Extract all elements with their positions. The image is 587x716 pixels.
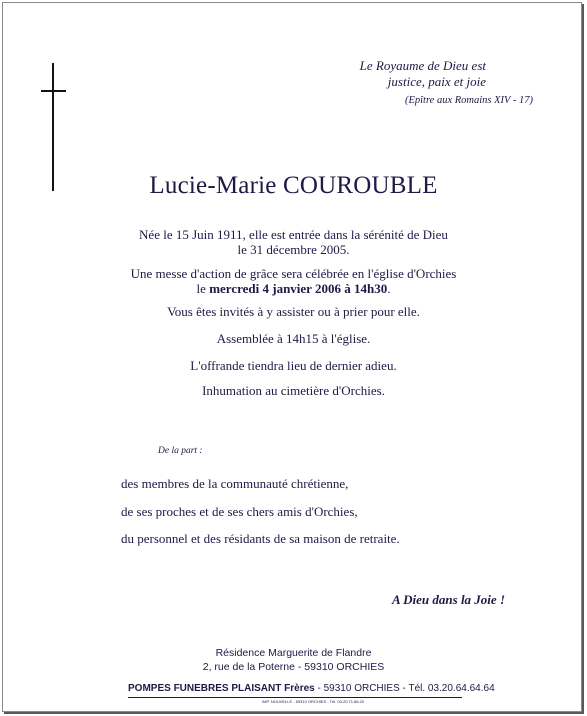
from-item: du personnel et des résidants de sa maison de retraite. bbox=[121, 531, 400, 546]
quote-reference: (Epître aux Romains XIV - 17) bbox=[404, 95, 533, 106]
mass-date-line bbox=[0, 281, 587, 297]
mass-date-suffix: . bbox=[387, 281, 391, 296]
from-item: de ses proches et de ses chers amis d'Orchies, bbox=[121, 504, 358, 519]
quote-line-1: Le Royaume de Dieu est bbox=[359, 58, 486, 73]
cross-icon-bar bbox=[41, 90, 66, 92]
deceased-name bbox=[0, 172, 587, 200]
quote-line-2: justice, paix et joie bbox=[387, 74, 486, 89]
deceased-first-names: Lucie-Marie bbox=[149, 172, 277, 199]
residence-address: 2, rue de la Poterne - 59310 ORCHIES bbox=[202, 661, 385, 673]
announcement-line: Inhumation au cimetière d'Orchies. bbox=[202, 383, 385, 398]
from-item: des membres de la communauté chrétienne, bbox=[121, 476, 349, 491]
residence-name: Résidence Marguerite de Flandre bbox=[215, 647, 372, 659]
funeral-home-name: POMPES FUNEBRES PLAISANT Frères bbox=[128, 683, 315, 694]
announcement-line: le 31 décembre 2005. bbox=[237, 242, 350, 257]
announcement-line: L'offrande tiendra lieu de dernier adieu. bbox=[190, 358, 397, 373]
deceased-surname: COUROUBLE bbox=[283, 172, 438, 199]
announcement-line: Assemblée à 14h15 à l'église. bbox=[216, 331, 371, 346]
footer-divider bbox=[128, 697, 462, 698]
printer-credit: IMP. NOUVELLE - 59310 ORCHIES - Tél. 03.20.71.86.20 bbox=[262, 699, 365, 704]
closing-phrase: A Dieu dans la Joie ! bbox=[391, 592, 505, 607]
announcement-line: Née le 15 Juin 1911, elle est entrée dans la sérénité de Dieu bbox=[139, 227, 448, 242]
scripture-quote bbox=[360, 58, 486, 90]
announcement-line: Une messe d'action de grâce sera célébrée en l'église d'Orchies bbox=[130, 266, 457, 281]
funeral-home-details: - 59310 ORCHIES - Tél. 03.20.64.64.64 bbox=[314, 683, 495, 694]
from-label: De la part : bbox=[158, 446, 203, 456]
funeral-home bbox=[128, 683, 495, 694]
announcement-line: Vous êtes invités à y assister ou à prier pour elle. bbox=[167, 304, 420, 319]
mass-date-prefix: le bbox=[196, 281, 210, 296]
mass-date: mercredi 4 janvier 2006 à 14h30 bbox=[209, 281, 388, 296]
